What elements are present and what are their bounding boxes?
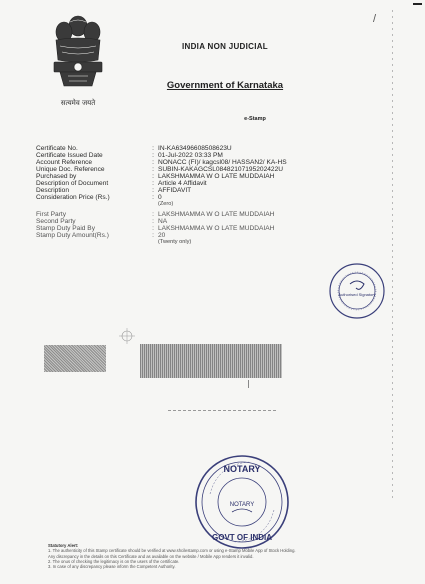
detail-value-words: (Twenty only) [158, 239, 192, 245]
detail-value: 01-Jul-2022 03:33 PM [158, 152, 223, 159]
detail-row-description: Description : AFFIDAVIT [36, 187, 366, 194]
detail-value: NA [158, 218, 168, 225]
alert-line: 3. In case of any discrepancy please inform the Competent Authority. [48, 564, 176, 570]
government-heading: Government of Karnataka [166, 80, 284, 91]
microprint-line [168, 410, 276, 411]
certificate-details [36, 145, 366, 245]
alert-line: 1. The authenticity of this Stamp certificate should be verified at www.shcilestamp.com or using e-Stamp Mobile App of Stock Holding. [48, 548, 296, 554]
detail-value: LAKSHMAMMA W O LATE MUDDAIAH [158, 173, 275, 180]
detail-value-words: (Zero) [158, 201, 174, 207]
detail-label: Unique Doc. Reference [36, 166, 105, 173]
notary-center-text: NOTARY [229, 502, 255, 508]
detail-value: 0 [158, 194, 162, 201]
detail-row-account-reference: Account Reference : NONACC (FI)/ kagcsl08/ HASSAN2/ KA-HS [36, 159, 366, 166]
detail-value: LAKSHMAMMA W O LATE MUDDAIAH [158, 225, 275, 232]
detail-label: Certificate Issued Date [36, 152, 103, 159]
detail-label: Description of Document [36, 180, 109, 187]
notary-top-text: NOTARY [223, 464, 261, 474]
tick-mark [248, 380, 249, 388]
detail-value: AFFIDAVIT [158, 187, 192, 194]
detail-row-description-of-document: Description of Document : Article 4 Affidavit [36, 180, 366, 187]
emblem-motto: सत्यमेव जयते [60, 99, 96, 107]
detail-label: Consideration Price (Rs.) [36, 194, 110, 201]
detail-value: SUBIN-KAKAGCSL08482107195202422U [158, 166, 283, 173]
detail-label: Stamp Duty Paid By [36, 225, 96, 232]
detail-row-unique-doc-reference: Unique Doc. Reference : SUBIN-KAKAGCSL08482107195202422U [36, 166, 366, 173]
seal-center-text: Authorised Signatory [338, 292, 376, 297]
detail-label: Account Reference [36, 159, 93, 166]
alert-title: Statutory Alert: [48, 543, 79, 548]
detail-row-stamp-duty-amount: Stamp Duty Amount(Rs.) : 20 (Twenty only) [36, 232, 366, 245]
security-pattern-left [44, 345, 106, 372]
detail-label: Description [36, 187, 69, 194]
detail-row-second-party: Second Party : NA [36, 218, 366, 225]
registration-mark [119, 328, 135, 344]
alert-line: 2. The onus of checking the legitimacy is on the users of the certificate. [48, 558, 180, 564]
india-non-judicial-heading: INDIA NON JUDICIAL [182, 42, 268, 51]
detail-value: NONACC (FI)/ kagcsl08/ HASSAN2/ KA-HS [158, 159, 287, 166]
national-emblem-icon [42, 12, 114, 96]
pen-mark: / [373, 13, 377, 25]
detail-row-purchased-by: Purchased by : LAKSHMAMMA W O LATE MUDDAIAH [36, 173, 366, 180]
detail-label: Stamp Duty Amount(Rs.) [36, 232, 109, 239]
detail-row-stamp-duty-paid-by: Stamp Duty Paid By : LAKSHMAMMA W O LATE MUDDAIAH [36, 225, 366, 232]
authorised-signatory-seal [328, 262, 386, 320]
detail-row-certificate-no: Certificate No. : IN-KA63496608508623U [36, 145, 366, 152]
detail-value: LAKSHMAMMA W O LATE MUDDAIAH [158, 211, 275, 218]
detail-value: IN-KA63496608508623U [158, 145, 232, 152]
detail-row-first-party: First Party : LAKSHMAMMA W O LATE MUDDAIAH [36, 211, 366, 218]
detail-label: Purchased by [36, 173, 77, 180]
security-pattern-barcode [140, 344, 282, 378]
edge-mark [413, 3, 422, 5]
detail-label: First Party [36, 211, 67, 218]
perforation-edge [392, 10, 393, 500]
detail-value: Article 4 Affidavit [158, 180, 207, 187]
e-stamp-label: e-Stamp [244, 116, 266, 122]
alert-line: Any discrepancy in the details on this Certificate and as available on the website / Mobile App renders it invalid. [48, 553, 254, 559]
detail-row-consideration-price: Consideration Price (Rs.) : 0 (Zero) [36, 194, 366, 207]
detail-value: 20 [158, 232, 166, 239]
detail-label: Certificate No. [36, 145, 78, 152]
statutory-alert [48, 543, 348, 569]
detail-label: Second Party [36, 218, 76, 225]
notary-bottom-text: GOVT OF INDIA [212, 533, 272, 542]
detail-row-issued-date: Certificate Issued Date : 01-Jul-2022 03:33 PM [36, 152, 366, 159]
notary-stamp [192, 452, 292, 552]
